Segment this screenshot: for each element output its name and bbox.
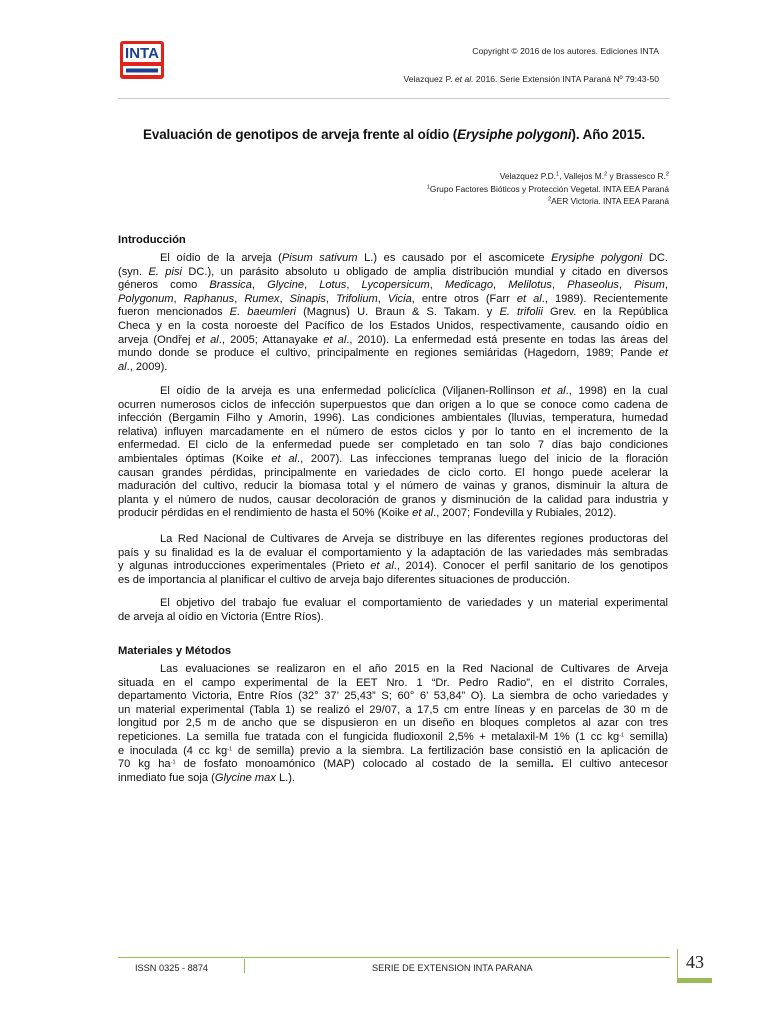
- section-heading-introduccion: Introducción: [118, 234, 186, 246]
- footer-series: SERIE DE EXTENSION INTA PARANA: [372, 963, 533, 973]
- affiliation-1: $^1$Grupo Factores Bióticos y Protección Vegetal. INTA EEA Paraná: [426, 183, 669, 194]
- paragraph-intro-1: El oídio de la arveja (Pisum sativum L.) es causado por el ascomicete Erysiphe polygoni DC. (syn. E. pisi DC.), un parásito absoluto u obligado de amplia distribución mundial y citado en diversos géneros como Brassica, Glycine, Lotus, Lycopersicum, Medicago, Melilotus, Phaseolus, Pisum, Polygonum, Raphanus, Rumex, Sinapis, Trifolium, Vicia, entre otros (Farr et al., 1989). Recientemente fueron mencionados E. baeumleri (Magnus) U. Braun & S. Takam. y E. trifolii Grev. en la República Checa y en la costa noroeste del Pacífico de los Estados Unidos, respectivamente, causando oídio en arveja (Ondřej et al., 2005; Attanayake et al., 2010). La enfermedad está presente en todas las áreas del mundo donde se produce el cultivo, principalmente en regiones semiáridas (Hagedorn, 1989; Pande et al., 2009).: [118, 252, 669, 373]
- footer-issn: ISSN 0325 - 8874: [135, 963, 209, 973]
- page-number: 43: [677, 949, 712, 983]
- footer-divider: [118, 957, 670, 958]
- authors-block: [427, 170, 669, 208]
- affiliation-2: $^2$AER Victoria. INTA EEA Paraná: [547, 196, 669, 206]
- paragraph-methods-1: Las evaluaciones se realizaron en el año 2015 en la Red Nacional de Cultivares de Arveja situada en el campo experimental de la EET Nro. 1 “Dr. Pedro Radio”, en el distrito Corrales, departamento Victoria, Entre Ríos (32° 37’ 25,43” S; 60° 6’ 53,84” O). La siembra de ocho variedades y un material experimental (Tabla 1) se realizó el 29/07, a 17,5 cm entre líneas y en parcelas de 30 m de longitud por 2,5 m de ancho que se dispusieron en un diseño en bloques completos al azar con tres repeticiones. La semilla fue tratada con el fungicida fludioxonil 2,5% + metalaxil-M 1% (1 cc $kg^{-1}$ semilla) e inoculada (4 cc $kg^{-1}$ de semilla) previo a la siembra. La fertilización base consistió en la aplicación de 70 kg $ha^{-1}$ de fosfato monoamónico (MAP) colocado al costado de la semilla. El cultivo antecesor inmediato fue soja (Glycine max L.).: [118, 663, 668, 784]
- citation-line: Velazquez P. et al. 2016. Serie Extensión INTA Paraná Nº 79:43-50: [403, 74, 659, 84]
- footer-separator: [244, 959, 245, 973]
- author-names: Velazquez P.D.$^1$, Vallejos M.$^2$ y Brassesco R.$^2$: [499, 171, 669, 181]
- paragraph-intro-2: El oídio de la arveja es una enfermedad policíclica (Viljanen-Rollinson et al., 1998) en la cual ocurren numerosos ciclos de infección superpuestos que dan origen a lo que se conoce como cadena de infección (Bergamin Filho y Amorin, 1996). Las condiciones ambientales (lluvias, temperatura, humedad relativa) influyen marcadamente en el número de estos ciclos y por lo tanto en el incremento de la enfermedad. El ciclo de la enfermedad puede ser completado en tan solo 7 días bajo condiciones ambientales óptimas (Koike et al., 2007). Las infecciones tempranas luego del inicio de la floración causan grandes pérdidas, principalmente en variedades de ciclo corto. El hongo puede acelerar la maduración del cultivo, reducir la biomasa total y el número de vainas y granos, disminuir la altura de planta y el número de nudos, causar decoloración de granos y disminución de la calidad para industria y producir pérdidas en el rendimiento de hasta el 50% (Koike et al., 2007; Fondevilla y Rubiales, 2012).: [118, 385, 669, 520]
- section-heading-materiales-metodos: Materiales y Métodos: [118, 645, 232, 657]
- article-title: Evaluación de genotipos de arveja frente al oídio (Erysiphe polygoni). Año 2015.: [143, 127, 645, 142]
- svg-text:INTA: INTA: [125, 45, 159, 62]
- paragraph-intro-4: El objetivo del trabajo fue evaluar el comportamiento de variedades y un material experimental de arveja al oídio en Victoria (Entre Ríos).: [118, 597, 668, 623]
- inta-logo-graphic: [120, 41, 164, 79]
- copyright-line: Copyright © 2016 de los autores. Ediciones INTA: [472, 46, 659, 56]
- header-divider: [118, 98, 670, 99]
- paragraph-intro-3: La Red Nacional de Cultivares de Arveja se distribuye en las diferentes regiones productoras del país y su finalidad es la de evaluar el comportamiento y la adaptación de las variedades más sembradas y algunas introducciones experimentales (Prieto et al., 2014). Conocer el perfil sanitario de los genotipos es de importancia al planificar el cultivo de arveja bajo diferentes situaciones de producción.: [118, 533, 668, 586]
- inta-logo: [120, 41, 164, 79]
